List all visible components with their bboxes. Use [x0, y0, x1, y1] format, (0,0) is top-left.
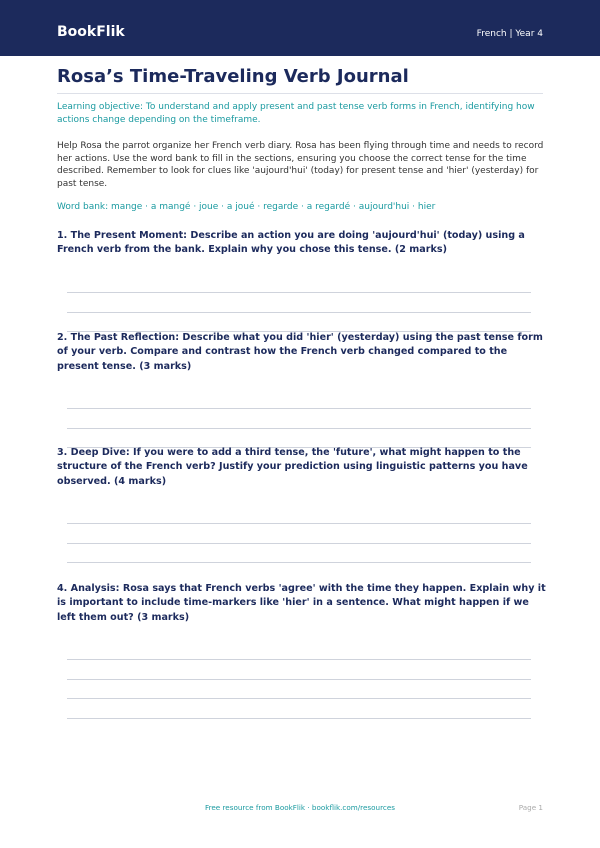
header-bar [0, 0, 600, 56]
answer-line-4-3[interactable] [67, 698, 531, 699]
question-4: 4. Analysis: Rosa says that French verbs 'agree' with the time they happen. Explain why it is important to include time-markers like 'hier' in a sentence. What might happen if we left them out? (3 marks) [57, 583, 546, 623]
answer-line-2-2[interactable] [67, 428, 531, 429]
answer-line-3-2[interactable] [67, 543, 531, 544]
question-1: 1. The Present Moment: Describe an action you are doing 'aujourd'hui' (today) using a French verb from the bank. Explain why you chose this tense. (2 marks) [57, 230, 525, 256]
subject-year-label: French | Year 4 [476, 29, 543, 39]
answer-line-1-1[interactable] [67, 292, 531, 293]
answer-line-1-2[interactable] [67, 312, 531, 313]
word-bank: Word bank: mange · a mangé · joue · a joué · regarde · a regardé · aujourd'hui · hier [57, 202, 436, 212]
intro-paragraph: Help Rosa the parrot organize her French verb diary. Rosa has been flying through time and needs to record her actions. Use the word bank to fill in the sections, ensuring you choose the correct tense for the time described. Remember to look for clues like 'aujourd'hui' (today) for present tense and 'hier' (yesterday) for past tense. [57, 141, 544, 189]
worksheet-title: Rosa’s Time-Traveling Verb Journal [57, 66, 409, 87]
answer-line-4-1[interactable] [67, 659, 531, 660]
question-3: 3. Deep Dive: If you were to add a third tense, the 'future', what might happen to the structure of the French verb? Justify your prediction using linguistic patterns you have observed. (4 marks) [57, 447, 528, 487]
answer-line-4-2[interactable] [67, 679, 531, 680]
page-number: Page 1 [518, 803, 543, 812]
answer-line-3-3[interactable] [67, 562, 531, 563]
learning-objective: Learning objective: To understand and apply present and past tense verb forms in French, identifying how actions change depending on the timeframe. [57, 102, 535, 125]
answer-line-3-1[interactable] [67, 523, 531, 524]
answer-line-2-1[interactable] [67, 408, 531, 409]
answer-line-4-4[interactable] [67, 718, 531, 719]
title-divider [57, 93, 543, 94]
footer-credit: Free resource from BookFlik · bookflik.com/resources [204, 803, 396, 812]
brand-logo: BookFlik [57, 24, 125, 40]
question-2: 2. The Past Reflection: Describe what you did 'hier' (yesterday) using the past tense form of your verb. Compare and contrast how the French verb changed compared to the present tense. (3 marks) [57, 332, 543, 372]
